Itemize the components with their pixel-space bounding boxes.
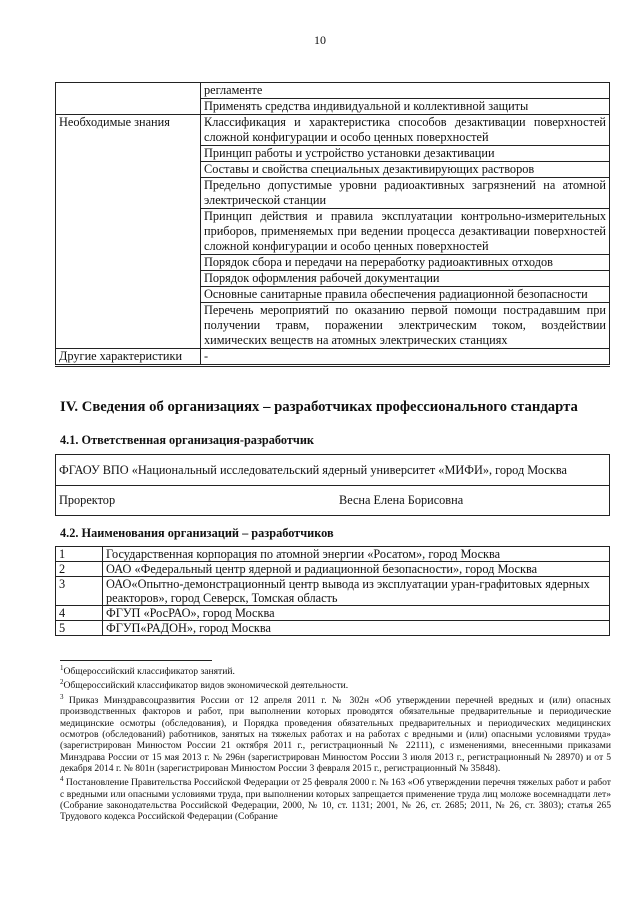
list-item: Порядок оформления рабочей документации [201,271,609,287]
responsible-org-name: ФГАОУ ВПО «Национальный исследовательский ядерный университет «МИФИ», город Москва [56,455,610,486]
section-title: IV. Сведения об организациях – разработчиках профессионального стандарта [60,399,578,415]
table-row [56,455,610,486]
list-item: Составы и свойства специальных дезактивирующих растворов [201,162,609,178]
list-item: Порядок сбора и передачи на переработку радиоактивных отходов [201,255,609,271]
list-item: Применять средства индивидуальной и коллективной защиты [204,99,529,113]
developer-number: 5 [56,621,103,636]
table-row [56,349,610,365]
developer-name: ФГУП «РосРАО», город Москва [103,606,610,621]
other-value: - [201,349,610,365]
knowledge-label: Необходимые знания [56,115,201,349]
table-row [56,547,610,562]
footnote: $^4$ Постановление Правительства Российской Федерации от 25 февраля 2000 г. № 163 «Об утверждении перечня тяжелых работ и работ с вредными или опасными условиями труда, при выполнении которых запрещается применение труда лиц моложе восемнадцати лет» (Собрание законодательства Российской Федерации, 2000, № 10, ст. 1131; 2001, № 26, ст. 2685; 2011, № 26, ст. 3803); статья 265 Трудового кодекса Российской Федерации (Собрание [60,775,611,823]
footnote: $^3$ Приказ Минздравсоцразвития России от 12 апреля 2011 г. № 302н «Об утверждении перечней вредных и (или) опасных производственных факторов и работ, при выполнении которых проводятся обязательные предварительные и периодические медицинские осмотры (обследования), и Порядка проведения обязательных предварительных и периодических медицинских осмотров (обследований) работников, занятых на тяжелых работах и на работах с вредными и (или) опасными условиями труда» (зарегистрирован Минюстом России 21 октября 2011 г., регистрационный № 22111), с изменениями, внесенными приказами Минздрава России от 15 мая 2013 г. № 296н (зарегистрирован Минюстом России 3 июля 2013 г., регистрационный № 28970) и от 5 декабря 2014 г. № 801н (зарегистрирован Минюстом России 3 февраля 2015 г., регистрационный № 35848). [60,692,611,774]
prev-items-cell [201,83,610,115]
table-row [56,83,610,115]
list-item: Основные санитарные правила обеспечения радиационной безопасности [201,287,609,303]
developer-number: 4 [56,606,103,621]
table-bottom-rule [55,364,610,367]
footnote: $^2$Общероссийский классификатор видов экономической деятельности. [60,678,349,692]
developer-name: ФГУП«РАДОН», город Москва [103,621,610,636]
developers-table [55,546,610,636]
list-item: Принцип действия и правила эксплуатации контрольно-измерительных приборов, применяемых при ведении процесса дезактивации поверхностей сложной конфигурации и особо ценных поверхностей [201,209,609,255]
table-row [56,621,610,636]
footnote: $^1$Общероссийский классификатор занятий. [60,664,235,678]
list-item: Классификация и характеристика способов дезактивации поверхностей сложной конфигурации и особо ценных поверхностей [201,115,609,146]
table-row [56,486,610,516]
table-row [56,577,610,606]
developer-name: ОАО «Федеральный центр ядерной и радиационной безопасности», город Москва [103,562,610,577]
developer-name: ОАО«Опытно-демонстрационный центр вывода из эксплуатации уран-графитовых ядерных реакторов», город Северск, Томская область [103,577,610,606]
knowledge-items-cell [201,115,610,349]
table-row [56,606,610,621]
list-item: Перечень мероприятий по оказанию первой помощи пострадавшим при получении травм, поражении электрическим током, воздействии химических веществ на атомных электрических станциях [204,303,606,347]
developer-name: Государственная корпорация по атомной энергии «Росатом», город Москва [103,547,610,562]
developer-number: 3 [56,577,103,606]
footnote-separator [60,660,212,661]
responsible-org-table [55,454,610,516]
list-item: Принцип работы и устройство установки дезактивации [201,146,609,162]
list-item: Предельно допустимые уровни радиоактивных загрязнений на атомной электрической станции [201,178,609,209]
head-person: Весна Елена Борисовна [339,493,464,507]
footnotes [60,663,611,823]
table-row [56,562,610,577]
list-item: регламенте [201,83,609,99]
responsible-head-cell [56,486,610,516]
table-row [56,115,610,349]
head-position: Проректор [59,493,116,507]
subsection-41-title: 4.1. Ответственная организация-разработчик [60,433,314,447]
developer-number: 1 [56,547,103,562]
developer-number: 2 [56,562,103,577]
empty-label-cell [56,83,201,115]
subsection-42-title: 4.2. Наименования организаций – разработчиков [60,526,334,540]
skills-table [55,82,610,365]
page-number: 10 [314,33,326,47]
other-label: Другие характеристики [56,349,201,365]
